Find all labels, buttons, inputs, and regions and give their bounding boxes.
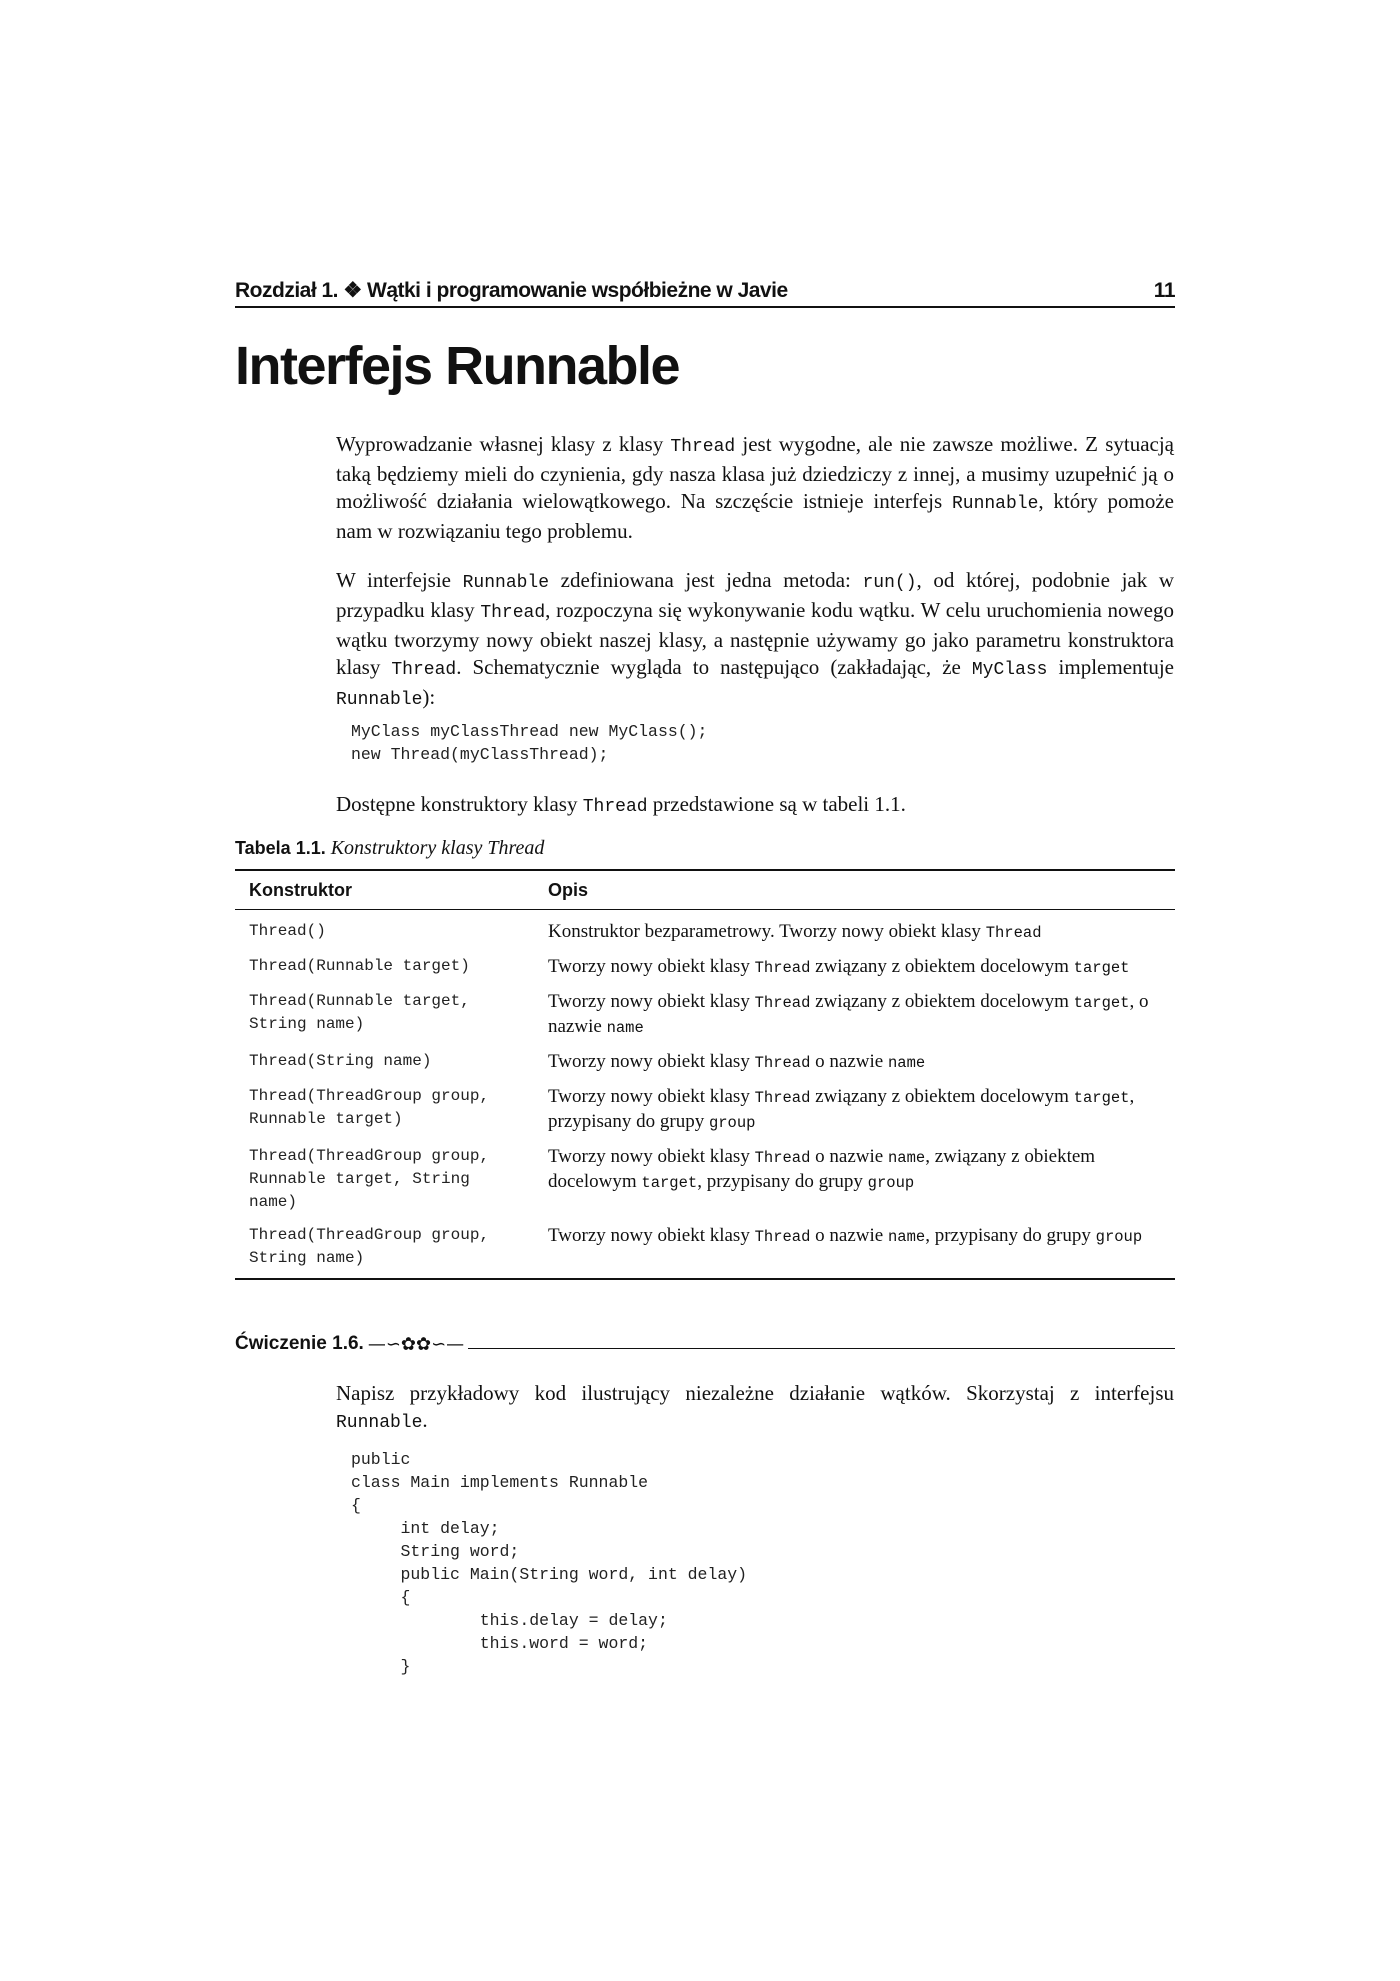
constructors-table	[235, 869, 1175, 1280]
table-header-row	[235, 870, 1175, 910]
description-cell: Konstruktor bezparametrowy. Tworzy nowy obiekt klasy Thread	[548, 921, 1042, 942]
description-cell: Tworzy nowy obiekt klasy Thread o nazwie name	[548, 1051, 926, 1072]
inline-code: Runnable	[336, 1413, 423, 1433]
description-cell: Tworzy nowy obiekt klasy Thread o nazwie name, związany z obiektem docelowym target, przypisany do grupy group	[548, 1146, 1096, 1192]
inline-code: run()	[862, 573, 917, 593]
table-caption	[235, 837, 544, 860]
chapter-title: Interfejs Runnable	[235, 336, 680, 396]
constructor-cell: Thread(ThreadGroup group, Runnable target, String name)	[249, 1147, 490, 1211]
exercise-rule	[468, 1348, 1175, 1349]
inline-code: Runnable	[462, 573, 550, 593]
constructor-cell: Thread()	[249, 922, 326, 940]
inline-code: MyClass	[971, 660, 1048, 680]
table-row	[235, 1079, 1175, 1139]
inline-code: Runnable	[951, 494, 1039, 514]
code-block: MyClass myClassThread new MyClass(); new Thread(myClassThread);	[351, 722, 708, 764]
ornament-icon: —∽✿✿∽—	[367, 1333, 465, 1355]
inline-code: Thread	[582, 797, 648, 817]
constructor-cell: Thread(String name)	[249, 1052, 432, 1070]
constructor-cell: Thread(ThreadGroup group, String name)	[235, 1218, 534, 1279]
column-header-constructor: Konstruktor	[235, 870, 534, 910]
paragraph-runnable	[336, 567, 1174, 714]
description-cell: Tworzy nowy obiekt klasy Thread związany z obiektem docelowym target	[548, 956, 1130, 977]
table-row	[235, 984, 1175, 1044]
table-row	[235, 1139, 1175, 1218]
description-cell: Tworzy nowy obiekt klasy Thread o nazwie name, przypisany do grupy group	[534, 1218, 1175, 1279]
description-cell: Tworzy nowy obiekt klasy Thread związany z obiektem docelowym target, przypisany do grupy group	[548, 1086, 1135, 1132]
constructor-cell: Thread(ThreadGroup group, Runnable target)	[249, 1087, 490, 1128]
table-row	[235, 1044, 1175, 1079]
paragraph: Dostępne konstruktory klasy Thread przedstawione są w tabeli 1.1.	[336, 792, 906, 817]
page-number: 11	[1153, 279, 1175, 302]
table-row	[235, 910, 1175, 950]
table-caption-label: Tabela 1.1.	[235, 838, 326, 858]
paragraph-intro	[336, 431, 1174, 545]
inline-code: Thread	[670, 437, 736, 457]
paragraph-table-intro	[336, 791, 1174, 821]
inline-code: Runnable	[336, 690, 423, 710]
description-cell: Tworzy nowy obiekt klasy Thread związany z obiektem docelowym target, o nazwie name	[548, 991, 1149, 1037]
column-header-description: Opis	[534, 870, 1175, 910]
running-head	[235, 272, 1175, 308]
inline-code: Thread	[480, 603, 546, 623]
paragraph-exercise	[336, 1380, 1174, 1437]
paragraph: W interfejsie Runnable zdefiniowana jest jedna metoda: run(), od której, podobnie jak w przypadku klasy Thread, rozpoczyna się wykonywanie kodu wątku. W celu uruchomienia nowego wątku tworzymy nowy obiekt naszej klasy, a następnie używamy go jako parametru konstruktora klasy Thread. Schematycznie wygląda to następująco (zakładając, że MyClass implementuje Runnable):	[336, 568, 1175, 710]
inline-code: Thread	[391, 660, 457, 680]
exercise-heading	[235, 1330, 1175, 1358]
table-caption-text: Konstruktory klasy Thread	[330, 837, 545, 859]
code-listing-2	[351, 1448, 1189, 1678]
paragraph: Napisz przykładowy kod ilustrujący niezależne działanie wątków. Skorzystaj z interfejsu Runnable.	[336, 1381, 1174, 1433]
paragraph: Wyprowadzanie własnej klasy z klasy Thread jest wygodne, ale nie zawsze możliwe. Z sytuacją taką będziemy mieli do czynienia, gdy nasza klasa już dziedziczy z innej, a musimy uzupełnić ją o możliwość działania wielowątkowego. Na szczęście istnieje interfejs Runnable, który pomoże nam w rozwiązaniu tego problemu.	[336, 432, 1174, 543]
code-listing-1	[351, 720, 1189, 766]
running-head-title: Rozdział 1. ❖ Wątki i programowanie współbieżne w Javie	[235, 279, 788, 302]
table-row	[235, 1218, 1175, 1279]
exercise-label: Ćwiczenie 1.6.	[235, 1333, 364, 1354]
constructor-cell: Thread(Runnable target)	[249, 957, 470, 975]
code-block: public class Main implements Runnable { int delay; String word; public Main(String word, int delay) { this.delay = delay; this.word = word; }	[351, 1450, 748, 1676]
table-row	[235, 949, 1175, 984]
constructor-cell: Thread(Runnable target, String name)	[249, 992, 470, 1033]
